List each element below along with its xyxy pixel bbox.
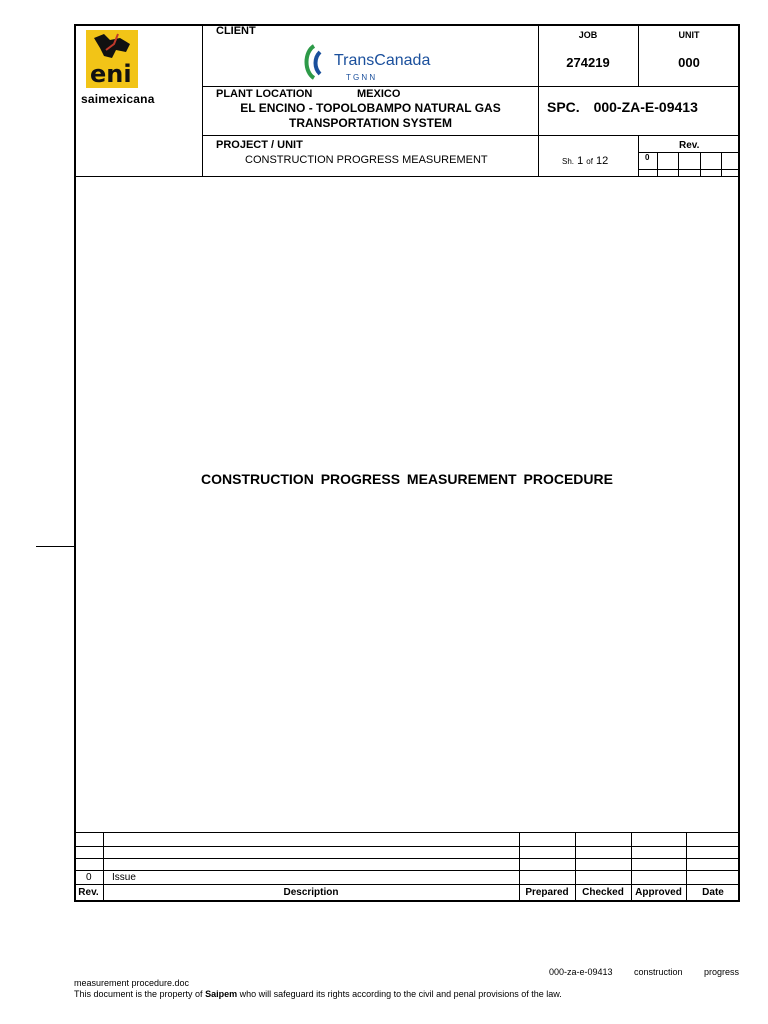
header-row-line-2 [202,135,740,136]
rev-table-line-5 [74,884,740,885]
margin-tick [36,546,74,547]
rev-header-date: Date [702,887,724,898]
plant-name-line1: EL ENCINO - TOPOLOBAMPO NATURAL GAS [240,101,501,115]
rev-grid-h1 [638,152,740,153]
sheet-total: 12 [596,155,609,167]
rev-header-description: Description [283,887,339,898]
rev-grid-h2 [638,169,740,170]
eni-logo [86,30,138,88]
footer-doc-word1: construction [634,967,683,977]
contractor-logo-text: saimexicana [81,92,155,106]
plant-location-value: MEXICO [357,88,401,100]
sheet-of: of [586,157,593,166]
eni-logo-text: eni [90,60,132,88]
rev-table-line-4 [74,870,740,871]
plant-name [203,101,538,131]
sheet-indicator [562,155,608,167]
transcanada-logo [300,40,440,84]
spc-value: 000-ZA-E-09413 [593,99,698,115]
footer-property-suffix: who will safeguard its rights according to the civil and penal provisions of the law. [237,989,562,999]
rev-row-description: Issue [112,872,136,883]
job-label: JOB [578,30,598,40]
header-bottom-line [74,176,740,177]
header-row-line-1 [202,86,740,87]
rev-header-checked: Checked [582,887,624,898]
rev-header-approved: Approved [635,887,682,898]
sheet-prefix: Sh. [562,157,575,166]
project-value: CONSTRUCTION PROGRESS MEASUREMENT [245,154,488,166]
spc-number [547,99,698,115]
unit-value: 000 [678,55,700,70]
rev-grid-v3 [700,152,701,176]
plant-name-line2: TRANSPORTATION SYSTEM [289,116,452,130]
rev-table-line-3 [74,858,740,859]
rev-grid-v2 [678,152,679,176]
footer-file-name: measurement procedure.doc [74,978,190,988]
transcanada-sub: T G N N [346,73,376,82]
footer-property-notice [74,989,562,999]
rev-grid-v1 [657,152,658,176]
rev-header-prepared: Prepared [525,887,569,898]
transcanada-swirl-icon [300,42,330,82]
plant-location-label: PLANT LOCATION [216,88,313,100]
footer-doc-code: 000-za-e-09413 [549,967,613,977]
rev-table-top [74,832,740,833]
unit-label: UNIT [678,30,700,40]
header-divider-job [538,24,539,176]
transcanada-name: TransCanada [334,52,431,69]
footer-property-owner: Saipem [205,989,238,999]
project-label: PROJECT / UNIT [216,139,303,151]
footer-doc-word2: progress [704,967,740,977]
footer-property-prefix: This document is the property of [74,989,206,999]
spc-label: SPC. [547,99,580,115]
rev-label: Rev. [679,140,700,151]
sheet-number: 1 [577,155,584,167]
client-label: CLIENT [216,25,256,37]
job-value: 274219 [566,55,610,70]
rev-header-rev: Rev. [78,887,99,898]
rev-row-rev: 0 [86,872,92,883]
rev-grid-v4 [721,152,722,176]
rev-table-line-2 [74,846,740,847]
rev-value: 0 [645,153,650,162]
header-divider-logo [202,24,203,176]
document-title: CONSTRUCTION PROGRESS MEASUREMENT PROCEDURE [201,471,613,487]
